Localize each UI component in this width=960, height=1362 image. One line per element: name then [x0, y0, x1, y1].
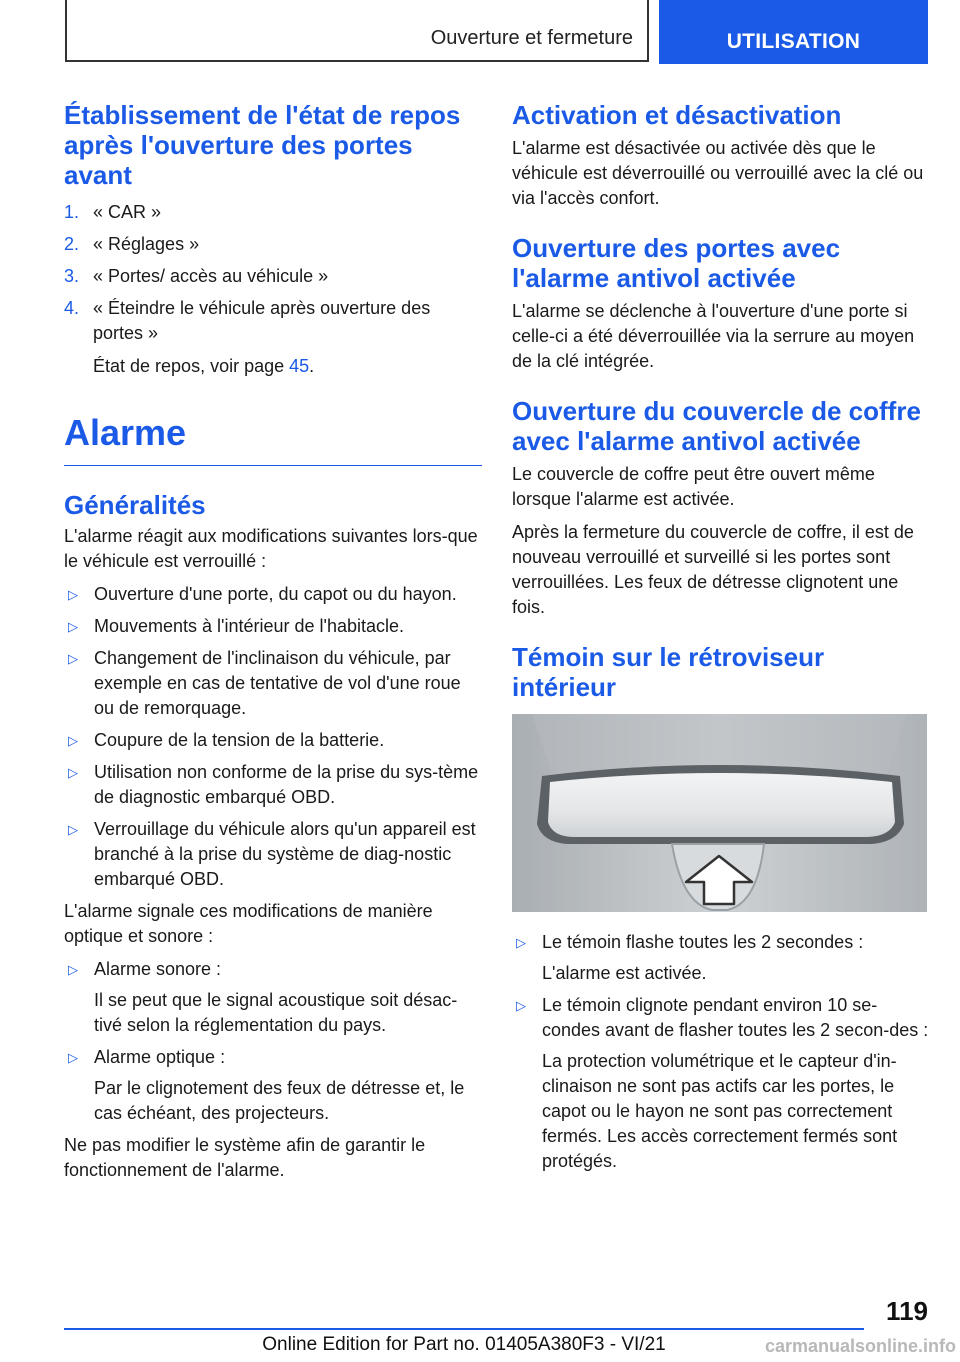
right-column: [512, 100, 930, 1181]
reference-link[interactable]: 45: [289, 356, 310, 376]
list-item-text: Coupure de la tension de la batterie.: [94, 730, 385, 750]
step-number: 4.: [64, 298, 80, 318]
step-text: « CAR »: [93, 202, 162, 222]
heading-generalites: Généralités: [64, 490, 206, 520]
list-item-label: Le témoin clignote pendant environ 10 se-condes avant de flasher toutes les 2 secon-des :: [542, 995, 929, 1040]
coffre-paragraph-2: Après la fermeture du couvercle de coffre, il est de nouveau verrouillé et surveillé si les portes sont verrouillées. Les feux de détresse clignotent une fois.: [512, 522, 914, 617]
list-item-text: Changement de l'inclinaison du véhicule, par exemple en cas de tentative de vol d'une roue ou de remorquage.: [94, 648, 461, 718]
coffre-paragraph-1: Le couvercle de coffre peut être ouvert même lorsque l'alarme est activée.: [512, 464, 875, 509]
edition-info: Online Edition for Part no. 01405A380F3 - VI/21: [262, 1334, 666, 1355]
list-item: [64, 760, 482, 810]
list-item-description: Il se peut que le signal acoustique soit désac-tivé selon la réglementation du pays.: [94, 990, 458, 1035]
heading-alarme: Alarme: [64, 413, 482, 466]
step-number: 1.: [64, 202, 80, 222]
list-item: [64, 582, 482, 607]
triangle-bullet-icon: ▷: [68, 962, 78, 977]
final-paragraph: Ne pas modifier le système afin de garantir le fonctionnement de l'alarme.: [64, 1135, 426, 1180]
signal-paragraph: L'alarme signale ces modifications de manière optique et sonore :: [64, 901, 433, 946]
list-item: [64, 1045, 482, 1126]
heading-activation: Activation et désactivation: [512, 100, 842, 130]
rearview-mirror-image: [512, 714, 927, 912]
list-item: [64, 817, 482, 892]
section-tab: [65, 0, 649, 62]
heading-coffre: Ouverture du couvercle de coffre avec l'alarme antivol activée: [512, 396, 921, 456]
triangle-bullet-icon: ▷: [68, 1050, 78, 1065]
portes-paragraph: L'alarme se déclenche à l'ouverture d'une porte si celle-ci a été déverrouillée via la serrure au moyen de la clé intégrée.: [512, 301, 915, 371]
rearview-mirror-illustration: [512, 714, 927, 912]
page-number: 119: [886, 1296, 928, 1326]
step-number: 3.: [64, 266, 80, 286]
list-item-text: Mouvements à l'intérieur de l'habitacle.: [94, 616, 405, 636]
triangle-bullet-icon: ▷: [68, 619, 78, 634]
list-item: [64, 728, 482, 753]
list-item-description: L'alarme est activée.: [542, 963, 707, 983]
list-item-text: Ouverture d'une porte, du capot ou du hayon.: [94, 584, 457, 604]
triangle-bullet-icon: ▷: [516, 998, 526, 1013]
triangle-bullet-icon: ▷: [68, 587, 78, 602]
triangle-bullet-icon: ▷: [516, 935, 526, 950]
list-item: [64, 614, 482, 639]
list-item-label: Le témoin flashe toutes les 2 secondes :: [542, 932, 864, 952]
step-number: 2.: [64, 234, 80, 254]
list-item-text: Verrouillage du véhicule alors qu'un appareil est branché à la prise du système de diag-nostic embarqué OBD.: [94, 819, 476, 889]
triangle-bullet-icon: ▷: [68, 822, 78, 837]
list-item: [64, 957, 482, 1038]
page-reference: [64, 354, 482, 379]
left-column: [64, 100, 482, 1191]
step-item: [64, 232, 482, 257]
step-text: « Portes/ accès au véhicule »: [93, 266, 329, 286]
step-item: [64, 200, 482, 225]
list-item-description: La protection volumétrique et le capteur d'in-clinaison ne sont pas actifs car les portes, le capot ou le hayon ne sont pas correctement fermés. Les accès correctement fermés sont protégés.: [542, 1051, 898, 1171]
intro-paragraph: L'alarme réagit aux modifications suivantes lors-que le véhicule est verrouillé :: [64, 526, 478, 571]
triangle-bullet-icon: ▷: [68, 651, 78, 666]
heading-temoin: Témoin sur le rétroviseur intérieur: [512, 642, 825, 702]
section-title: Ouverture et fermeture: [430, 27, 633, 49]
list-item: [512, 930, 930, 986]
page-header: [65, 0, 928, 64]
list-item: [64, 646, 482, 721]
list-item-label: Alarme optique :: [94, 1047, 226, 1067]
heading-portes: Ouverture des portes avec l'alarme antivol activée: [512, 233, 841, 293]
chapter-tab: [659, 0, 928, 64]
triangle-bullet-icon: ▷: [68, 765, 78, 780]
triangle-bullet-icon: ▷: [68, 733, 78, 748]
activation-paragraph: L'alarme est désactivée ou activée dès que le véhicule est déverrouillé ou verrouillé avec la clé ou via l'accès confort.: [512, 138, 924, 208]
footer-divider: [64, 1328, 864, 1330]
list-item-text: Utilisation non conforme de la prise du sys-tème de diagnostic embarqué OBD.: [94, 762, 479, 807]
step-text: « Éteindre le véhicule après ouverture des portes »: [93, 298, 431, 343]
step-item: [64, 264, 482, 289]
step-item: [64, 296, 482, 346]
reference-end: .: [309, 356, 315, 376]
reference-text: État de repos, voir page: [93, 356, 290, 376]
chapter-title: UTILISATION: [726, 30, 861, 53]
step-text: « Réglages »: [93, 234, 200, 254]
heading-etat-repos: Établissement de l'état de repos après l'ouverture des portes avant: [64, 100, 461, 190]
watermark: carmanualsonline.info: [764, 1336, 956, 1356]
list-item-description: Par le clignotement des feux de détresse et, le cas échéant, des projecteurs.: [94, 1078, 465, 1123]
list-item: [512, 993, 930, 1174]
list-item-label: Alarme sonore :: [94, 959, 222, 979]
